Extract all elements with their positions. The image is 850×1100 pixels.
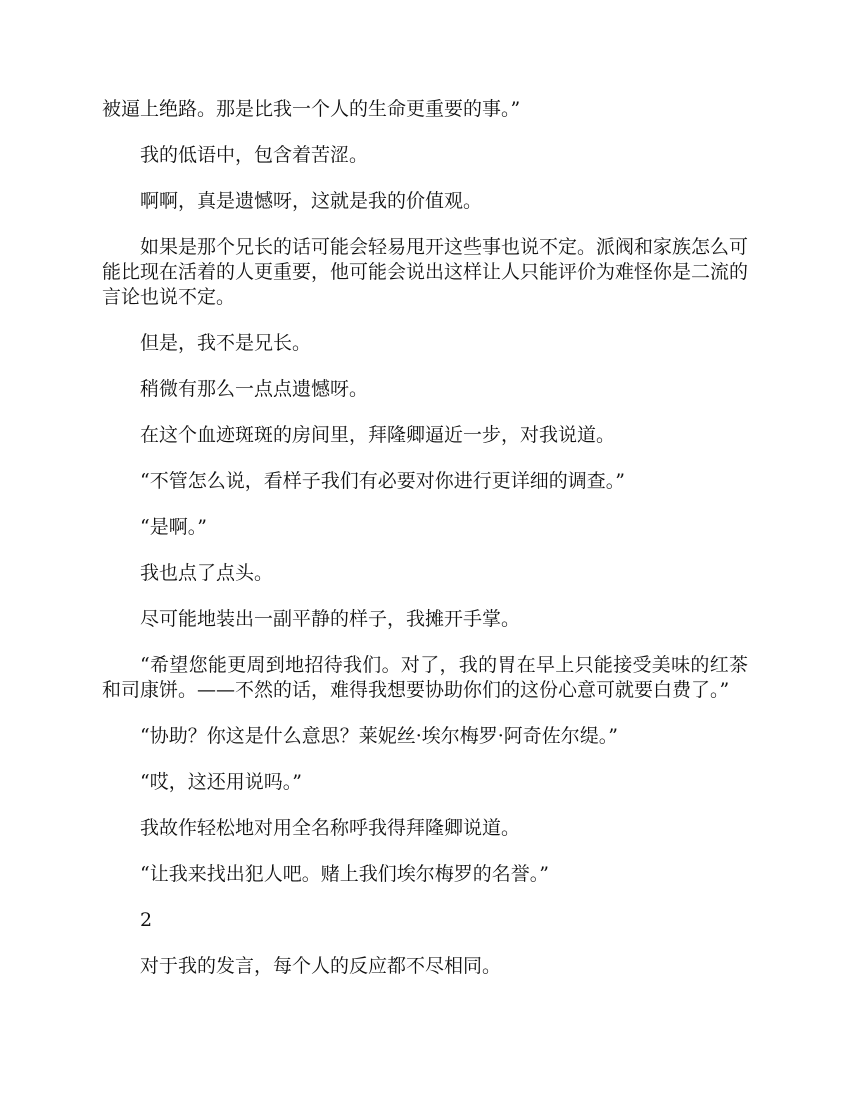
paragraph: 如果是那个兄长的话可能会轻易甩开这些事也说不定。派阀和家族怎么可能比现在活着的人更重要，他可能会说出这样让人只能评价为难怪你是二流的言论也说不定。 [102, 236, 749, 308]
paragraph: 我的低语中，包含着苦涩。 [140, 144, 369, 166]
paragraph: “希望您能更周到地招待我们。对了，我的胃在早上只能接受美味的红茶和司康饼。——不然的话，难得我想要协助你们的这份心意可就要白费了。” [102, 654, 748, 701]
paragraph: 尽可能地装出一副平静的样子，我摊开手掌。 [140, 608, 521, 630]
paragraph: 被逼上绝路。那是比我一个人的生命更重要的事。” [102, 98, 521, 120]
document-page [102, 97, 748, 1000]
paragraph: 啊啊，真是遗憾呀，这就是我的价值观。 [140, 190, 483, 212]
paragraph: 我也点了点头。 [140, 562, 274, 584]
paragraph: 我故作轻松地对用全名称呼我得拜隆卿说道。 [140, 817, 521, 839]
paragraph: “让我来找出犯人吧。赌上我们埃尔梅罗的名誉。” [140, 863, 549, 885]
paragraph: “是啊。” [140, 516, 207, 538]
paragraph: “不管怎么说，看样子我们有必要对你进行更详细的调查。” [140, 470, 625, 492]
section-number: 2 [140, 909, 153, 931]
paragraph: “协助？你这是什么意思？莱妮丝·埃尔梅罗·阿奇佐尔缇。” [140, 725, 619, 747]
paragraph: “哎，这还用说吗。” [140, 771, 302, 793]
paragraph: 对于我的发言，每个人的反应都不尽相同。 [140, 955, 502, 977]
paragraph: 稍微有那么一点点遗憾呀。 [140, 378, 369, 400]
paragraph: 但是，我不是兄长。 [140, 332, 312, 354]
paragraph: 在这个血迹斑斑的房间里，拜隆卿逼近一步，对我说道。 [140, 424, 616, 446]
